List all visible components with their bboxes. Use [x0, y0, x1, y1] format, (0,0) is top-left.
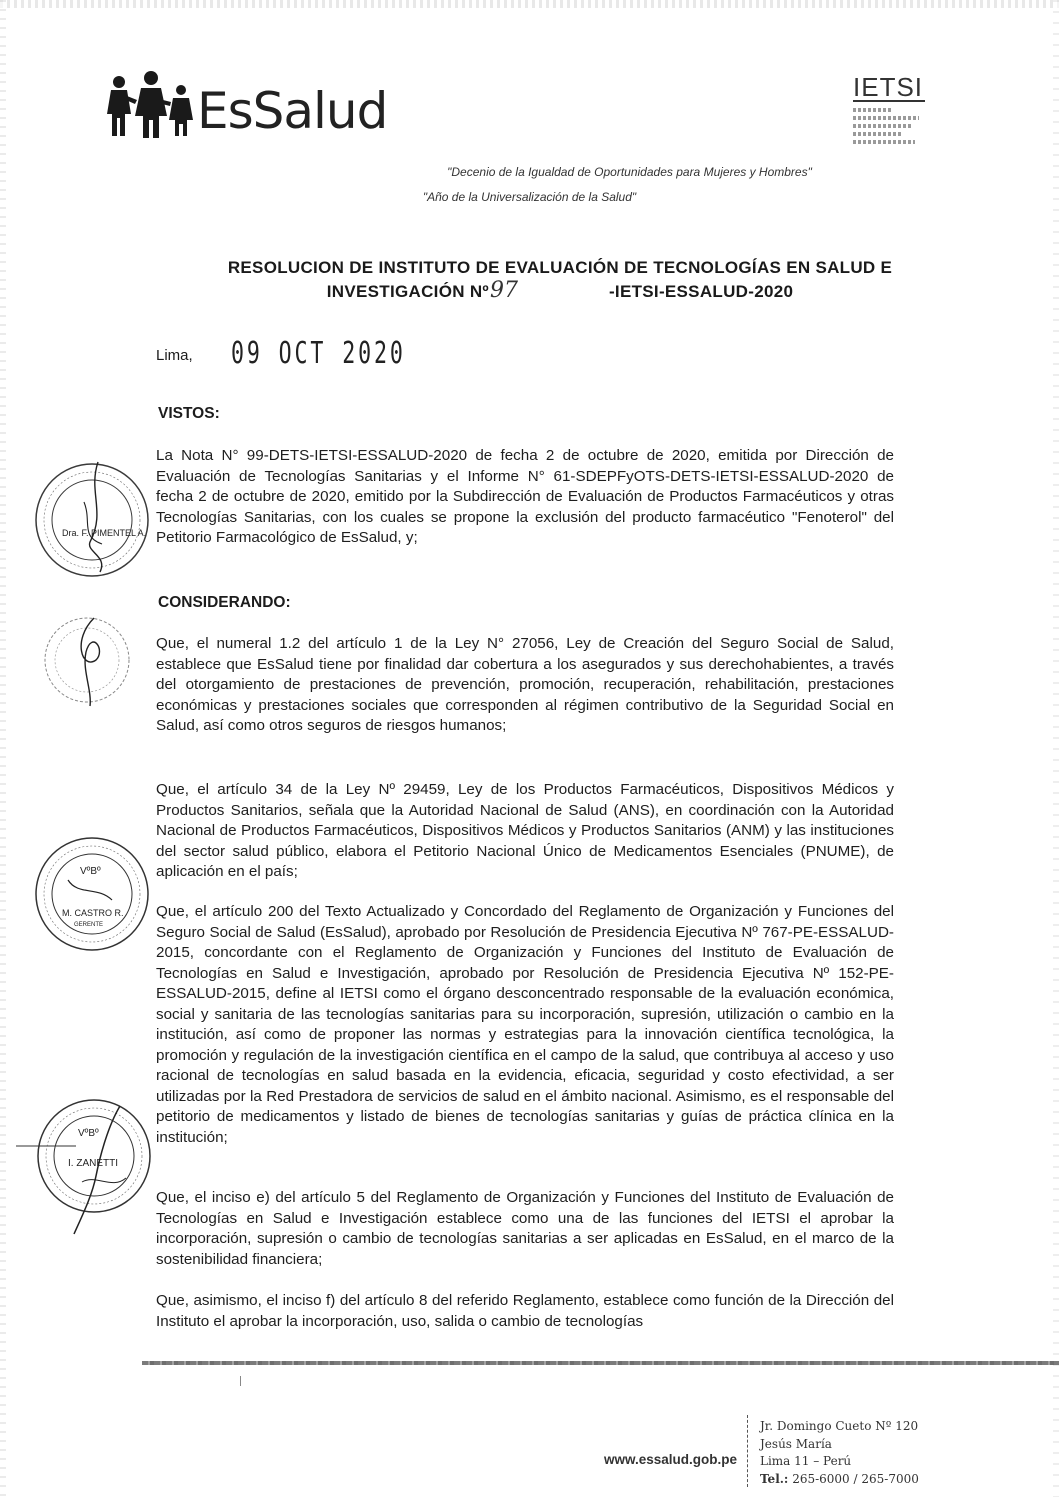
stamp-seal-pimentel: [28, 452, 156, 588]
heading-considerando: CONSIDERANDO:: [158, 594, 291, 611]
resolution-title-line-2: [120, 282, 1000, 302]
address-phone: [760, 1471, 919, 1489]
stamp-seal-zanetti: [16, 1086, 156, 1236]
footer-address: [760, 1418, 919, 1488]
essalud-logo: [105, 70, 388, 142]
paragraph-considerando-3: Que, el artículo 200 del Texto Actualizado y Concordado del Reglamento de Organización y Funciones del Seguro Social de Salud (EsSalud), aprobado por Resolución de Presidencia Ejecutiva Nº 767-PE-ESSALUD-2015, concordante con el Reglamento de Organización y Funciones del Instituto de Evaluación de Tecnologías en Salud e Investigación, aprobado por Resolución de Presidencia Ejecutiva Nº 152-PE-ESSALUD-2015, define al IETSI como el órgano desconcentrado responsable de la evaluación económica, social y sanitaria de las tecnologías sanitarias para su incorporación, supresión, utilización o cambio en la institución, así como de proponer las normas y estrategias para la innovación científica tecnológica, la promoción y regulación de la investigación científica en el campo de la salud, que contribuya al acceso y uso racional de tecnologías en salud basada en la evidencia, eficacia, seguridad y costo efectividad, a ser utilizadas por la Red Prestadora de servicios de salud en el ámbito nacional. Asimismo, es el responsable del petitorio de medicamentos y listado de bienes de tecnologías sanitarias y guías de práctica clínica en la institución;: [156, 903, 894, 1146]
scan-noise-left: [0, 0, 6, 1497]
stamp-seal-castro: [28, 830, 156, 958]
footer-tick: [240, 1376, 241, 1386]
footer-website-link[interactable]: www.essalud.gob.pe: [604, 1452, 738, 1467]
address-line-1: Jr. Domingo Cueto Nº 120: [760, 1419, 919, 1433]
stamp-role-gerente: GERENTE: [74, 922, 104, 928]
stamp-name-castro: M. CASTRO R.: [62, 908, 124, 918]
stamp-vobo: VºBº: [80, 866, 101, 877]
scan-noise-right: [1053, 0, 1059, 1497]
motto-line-2: "Año de la Universalización de la Salud": [422, 190, 637, 204]
address-line-2: Jesús María: [760, 1436, 832, 1451]
title-prefix: INVESTIGACIÓN Nº: [326, 282, 489, 301]
stamp-vobo-2: VºBº: [78, 1128, 99, 1139]
family-figures-icon: [105, 70, 197, 140]
stamp-text-pimentel: Dra. F. PIMENTEL A.: [62, 528, 147, 538]
address-line-3: Lima 11 – Perú: [760, 1454, 852, 1468]
footer-rule: [142, 1361, 1059, 1365]
footer-separator: [747, 1415, 748, 1487]
resolution-title-line-1: RESOLUCION DE INSTITUTO DE EVALUACIÓN DE TECNOLOGÍAS EN SALUD E: [227, 258, 893, 277]
phone-label: Tel.:: [760, 1471, 789, 1486]
ietsi-subtitle-lines: [853, 108, 933, 144]
stamp-seal-signature: [32, 610, 142, 710]
paragraph-vistos: La Nota N° 99-DETS-IETSI-ESSALUD-2020 de fecha 2 de octubre de 2020, emitida por Dirección de Evaluación de Tecnologías Sanitarias y el Informe N° 61-SDEPFyOTS-DETS-IETSI-ESSALUD-2020 de fecha 2 de octubre de 2020, emitido por la Subdirección de Evaluación de Productos Farmacéuticos y otras Tecnologías Sanitarias, con los cuales se propone la exclusión del producto farmacéutico "Fenoterol" del Petitorio Farmacológico de EsSalud, y;: [156, 447, 894, 546]
paragraph-considerando-4: Que, el inciso e) del artículo 5 del Reglamento de Organización y Funciones del Instituto de Evaluación de Tecnologías en Salud e Investigación establece como una de las funciones del IETSI el aprobar la incorporación, supresión o cambio de tecnologías sanitarias a ser aplicadas en EsSalud, en el marco de la sostenibilidad financiera;: [156, 1189, 894, 1268]
date-stamp: 09 OCT 2020: [231, 336, 406, 371]
motto-line-1: "Decenio de la Igualdad de Oportunidades para Mujeres y Hombres": [447, 165, 812, 179]
scan-noise-top: [0, 0, 1059, 8]
stamp-name-zanetti: I. ZANETTI: [68, 1158, 118, 1169]
title-suffix: -IETSI-ESSALUD-2020: [608, 282, 794, 301]
heading-vistos: VISTOS:: [158, 405, 220, 422]
paragraph-considerando-2: Que, el artículo 34 de la Ley Nº 29459, Ley de los Productos Farmacéuticos, Dispositivos Médicos y Productos Sanitarios, señala que la Autoridad Nacional de Salud (ANS), en coordinación con la Autoridad Nacional de Productos Farmacéuticos, Dispositivos Médicos y Productos Sanitarios (ANM) y las instituciones del sector salud público, elabora el Petitorio Nacional Único de Medicamentos Esenciales (PNUME), de aplicación en el país;: [156, 781, 894, 880]
phone-number: 265-6000 / 265-7000: [792, 1471, 919, 1486]
paragraph-considerando-5: Que, asimismo, el inciso f) del artículo 8 del referido Reglamento, establece como función de la Dirección del Instituto el aprobar la incorporación, uso, salida o cambio de tecnologías: [156, 1292, 894, 1330]
paragraph-considerando-1: Que, el numeral 1.2 del artículo 1 de la Ley N° 27056, Ley de Creación del Seguro Social de Salud, establece que EsSalud tiene por finalidad dar cobertura a los asegurados y sus derechohabientes, a través del otorgamiento de prestaciones de prevención, promoción, recuperación, rehabilitación, prestaciones económicas y prestaciones sociales que corresponden al régimen contributivo de la Seguridad Social en Salud, así como otros seguros de riesgos humanos;: [156, 635, 894, 734]
logo-text: EsSalud: [197, 82, 388, 140]
ietsi-label: IETSI: [853, 72, 924, 102]
ietsi-logo: [853, 74, 933, 154]
resolution-number-handwritten: 97: [490, 278, 518, 303]
date-label: Lima,: [156, 347, 193, 364]
